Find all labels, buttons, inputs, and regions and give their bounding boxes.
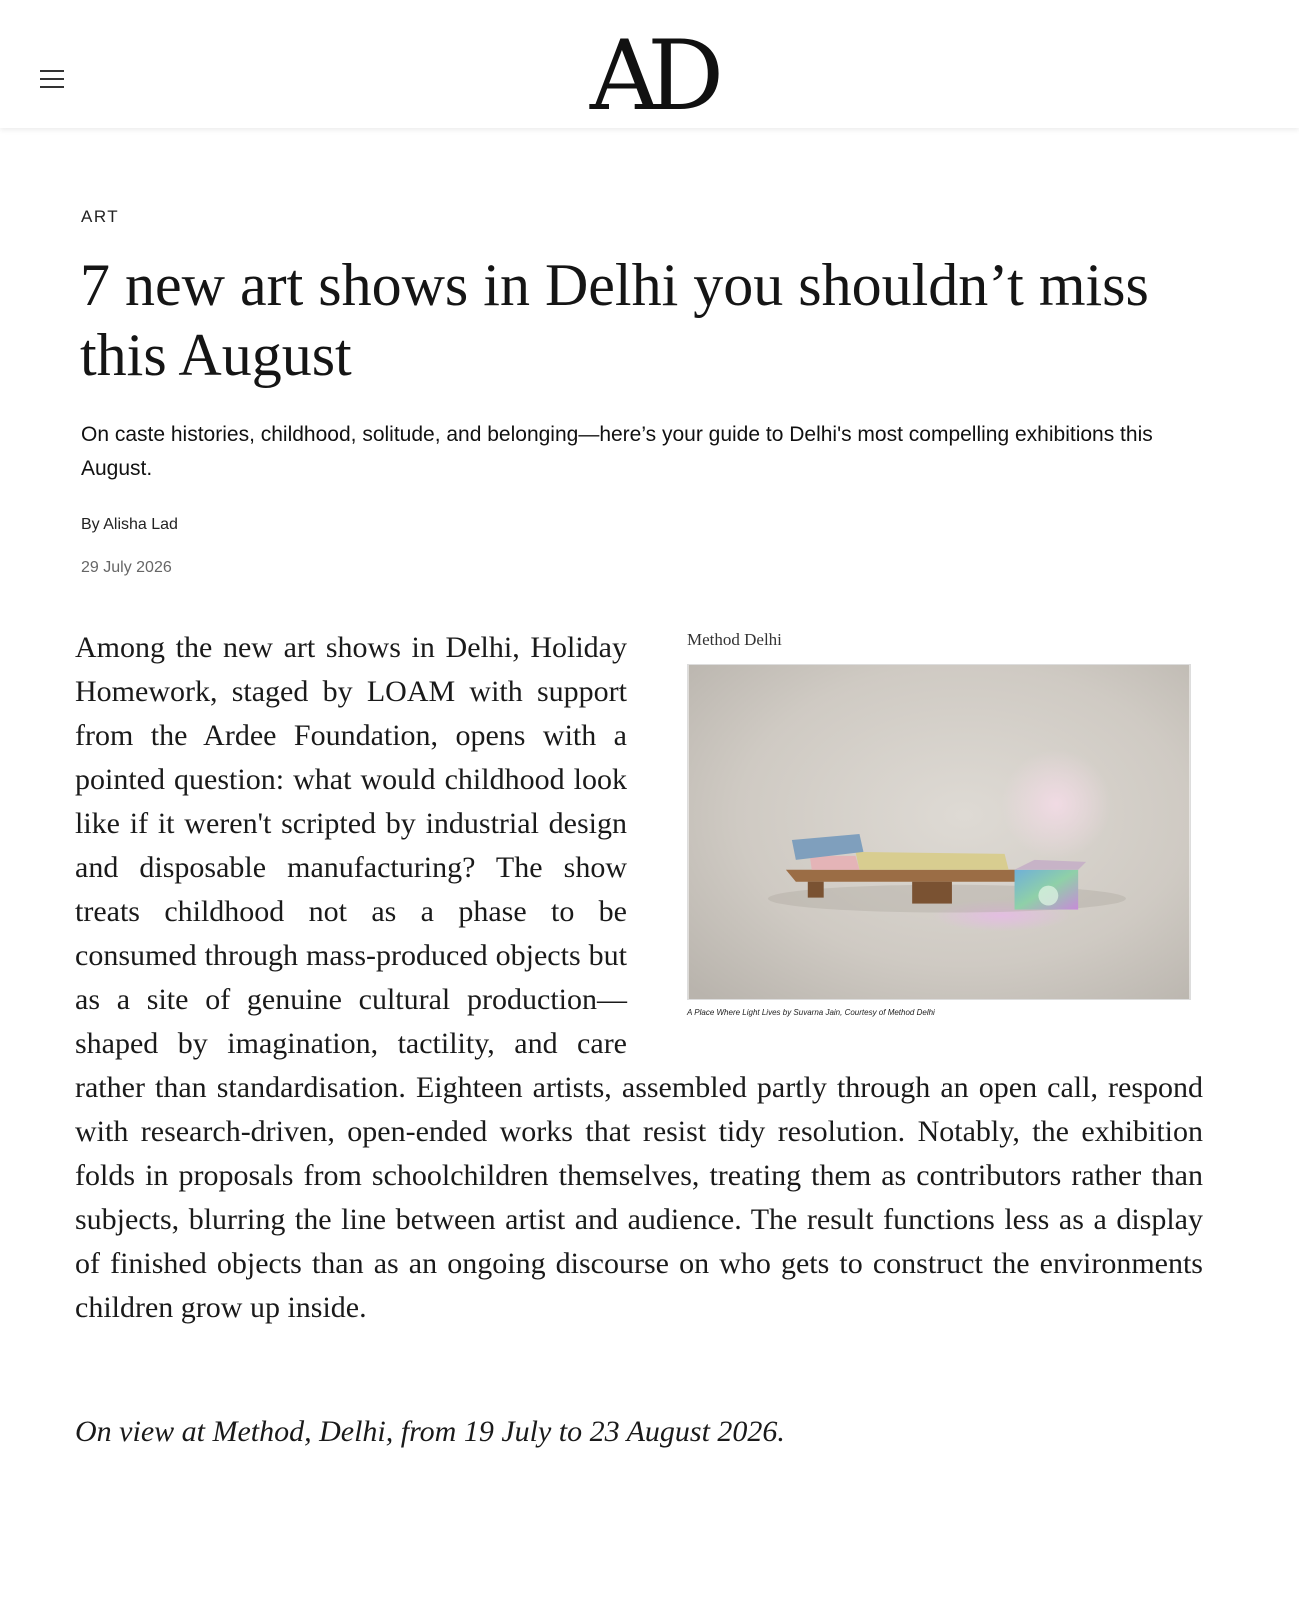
menu-line xyxy=(40,78,64,80)
site-header xyxy=(0,0,1299,132)
article-dek: On caste histories, childhood, solitude, and belonging—here’s your guide to Delhi's most compelling exhibitions this August. xyxy=(81,423,1153,480)
hamburger-menu-icon[interactable] xyxy=(40,68,66,90)
section-label[interactable]: ART xyxy=(81,207,120,226)
figure-caption: A Place Where Light Lives by Suvarna Jain, Courtesy of Method Delhi xyxy=(687,1008,935,1017)
menu-line xyxy=(40,86,64,88)
on-view-info: On view at Method, Delhi, from 19 July to 23 August 2026. xyxy=(75,1415,785,1448)
byline[interactable]: By Alisha Lad xyxy=(81,516,178,533)
publish-date: 29 July 2026 xyxy=(81,559,172,576)
article-title: 7 new art shows in Delhi you shouldn’t miss this August xyxy=(80,252,1149,388)
article-paragraph: Among the new art shows in Delhi, Holiday Homework, staged by LOAM with support from the Ardee Foundation, opens with a pointed question: what would childhood look like if it weren't scripted by industrial design and disposable manufacturing? The show treats childhood not as a phase to be consumed through mass-produced objects but as a site of genuine cultural production—shaped by imagination, tactility, and care rather than standardisation. Eighteen artists, assembled partly through an open call, respond with research-driven, open-ended works that resist tidy resolution. Notably, the exhibition folds in proposals from schoolchildren themselves, treating them as contributors rather than subjects, blurring the line between artist and audience. The result functions less as a display of finished objects than as an ongoing discourse on who gets to construct the environments children grow up inside. xyxy=(75,631,1203,1324)
article-body xyxy=(75,626,1203,1330)
figure-credit: Method Delhi xyxy=(687,630,782,649)
menu-line xyxy=(40,70,64,72)
artwork-image[interactable] xyxy=(687,664,1191,1000)
site-logo[interactable]: AD xyxy=(589,20,713,132)
article-figure xyxy=(685,630,1203,1018)
